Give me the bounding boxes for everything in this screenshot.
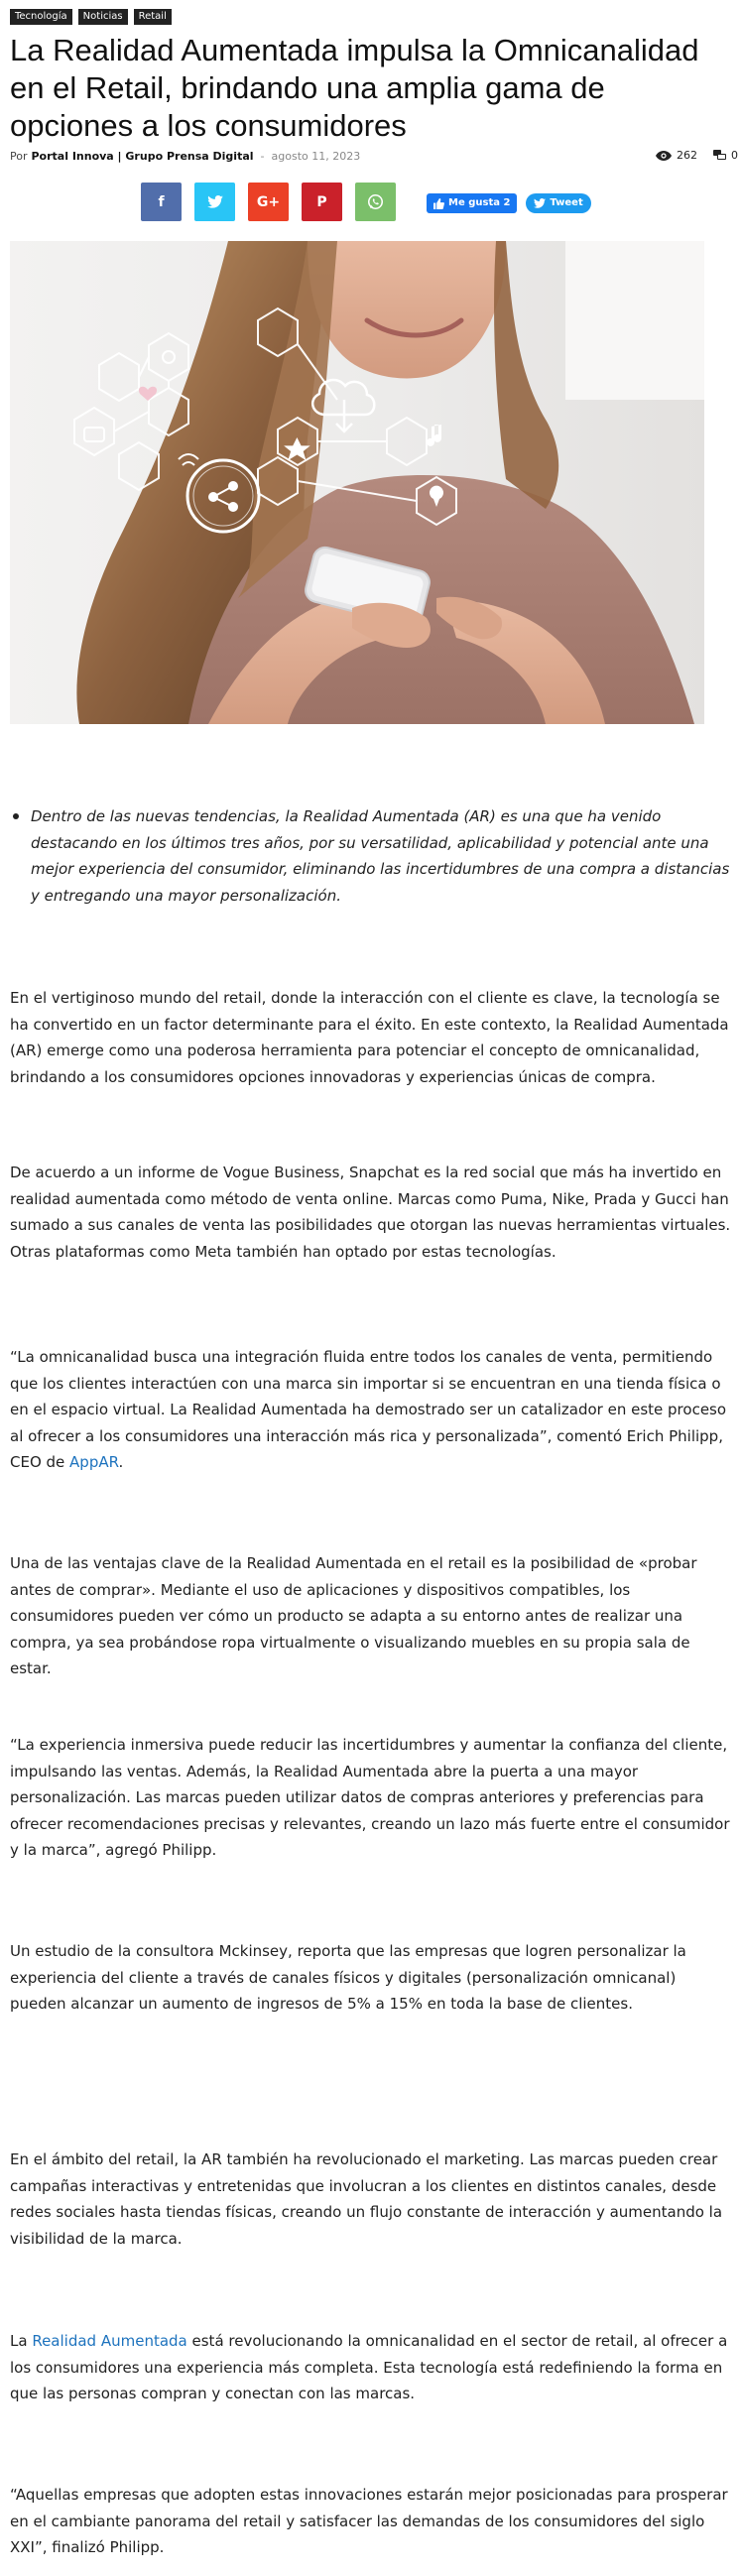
paragraph-8 bbox=[10, 2328, 736, 2407]
share-facebook-button[interactable] bbox=[141, 183, 182, 221]
facebook-like-button[interactable] bbox=[427, 193, 517, 213]
comments-count: 0 bbox=[731, 149, 738, 162]
article-title: La Realidad Aumentada impulsa la Omnicanalidad en el Retail, brindando una amplia gama de opciones a los consumidores bbox=[10, 33, 699, 143]
views-count: 262 bbox=[677, 149, 697, 162]
share-buttons bbox=[141, 183, 396, 221]
comments-stat[interactable] bbox=[713, 149, 738, 162]
share-pinterest-button[interactable] bbox=[302, 183, 342, 221]
publish-date: agosto 11, 2023 bbox=[271, 150, 361, 163]
category-tag-noticias[interactable]: Noticias bbox=[78, 9, 128, 25]
paragraph-8-start: La bbox=[10, 2332, 33, 2350]
paragraph-2: De acuerdo a un informe de Vogue Business, Snapchat es la red social que más ha invertido en realidad aumentada como método de venta online. Marcas como Puma, Nike, Prada y Gucci han sumado a sus canales de venta las posibilidades que otorgan las nuevas herramientas virtuales. Otras plataformas como Meta también han optado por estas tecnologías. bbox=[10, 1164, 731, 1261]
googleplus-icon: G+ bbox=[256, 193, 281, 210]
social-counters bbox=[427, 193, 591, 213]
paragraph-1: En el vertiginoso mundo del retail, donde la interacción con el cliente es clave, la tecnología se ha convertido en un factor determinante para el éxito. En este contexto, la Realidad Aumentada (AR) emerge como una poderosa herramienta para potenciar el concepto de omnicanalidad, brindando a los consumidores opciones innovadoras y experiencias únicas de compra. bbox=[10, 989, 729, 1086]
paragraph-3-end: . bbox=[118, 1453, 124, 1471]
category-tag-retail[interactable]: Retail bbox=[134, 9, 172, 25]
article-stats bbox=[656, 149, 738, 162]
paragraph-7: En el ámbito del retail, la AR también ha revolucionado el marketing. Las marcas pueden crear campañas interactivas y entretenidas que involucran a los clientes en distintos canales, desde redes sociales hasta tiendas físicas, creando un flujo constante de interacción y aumentando la visibilidad de la marca. bbox=[10, 2150, 723, 2248]
author-link[interactable]: Portal Innova | Grupo Prensa Digital bbox=[31, 150, 254, 163]
tweet-button[interactable] bbox=[526, 193, 590, 213]
category-tag-tecnologia[interactable]: Tecnología bbox=[10, 9, 72, 25]
share-whatsapp-button[interactable] bbox=[355, 183, 396, 221]
paragraph-6: Un estudio de la consultora Mckinsey, reporta que las empresas que logren personalizar la experiencia del cliente a través de canales físicos y digitales (personalización omnicanal) pueden alcanzar un aumento de ingresos de 5% a 15% en toda la base de clientes. bbox=[10, 1942, 686, 2013]
comments-icon bbox=[713, 150, 726, 161]
hero-image bbox=[10, 241, 704, 724]
appar-link[interactable]: AppAR bbox=[69, 1453, 119, 1471]
views-stat bbox=[656, 149, 697, 162]
article-summary: Dentro de las nuevas tendencias, la Realidad Aumentada (AR) es una que ha venido destacando en los últimos tres años, por su versatilidad, aplicabilidad y potencial ante una mejor experiencia del consumidor, eliminando las incertidumbres de una compra a distancias y entregando una mayor personalización. bbox=[31, 807, 730, 905]
by-label: Por bbox=[10, 150, 28, 163]
paragraph-3 bbox=[10, 1344, 736, 1476]
share-googleplus-button[interactable] bbox=[248, 183, 289, 221]
whatsapp-icon bbox=[367, 193, 384, 210]
meta-separator: - bbox=[260, 150, 265, 163]
twitter-icon bbox=[207, 195, 223, 208]
paragraph-9: “Aquellas empresas que adopten estas innovaciones estarán mejor posicionadas para prosperar en el cambiante panorama del retail y satisfacer las demandas de los consumidores del siglo XXI”, finalizó Philipp. bbox=[10, 2486, 728, 2556]
pinterest-icon: P bbox=[316, 193, 327, 210]
thumbs-up-icon bbox=[433, 198, 444, 209]
realidad-aumentada-link[interactable]: Realidad Aumentada bbox=[32, 2332, 187, 2350]
summary-bullet bbox=[13, 813, 19, 819]
article-meta bbox=[10, 150, 360, 163]
paragraph-8-rest: está revolucionando la omnicanalidad en el sector de retail, al ofrecer a los consumidores una experiencia más completa. Esta tecnología está redefiniendo la forma en que las personas compran y conectan con las marcas. bbox=[10, 2332, 728, 2402]
share-twitter-button[interactable] bbox=[194, 183, 235, 221]
eye-icon bbox=[656, 151, 672, 161]
hero-illustration bbox=[10, 241, 704, 724]
tweet-label: Tweet bbox=[550, 197, 583, 208]
paragraph-4: Una de las ventajas clave de la Realidad Aumentada en el retail es la posibilidad de «probar antes de comprar». Mediante el uso de aplicaciones y dispositivos compatibles, los consumidores pueden ver cómo un producto se adapta a su entorno antes de realizar una compra, ya sea probándose ropa virtualmente o visualizando muebles en su propia sala de estar. bbox=[10, 1554, 697, 1677]
facebook-icon: f bbox=[158, 193, 165, 210]
tweet-bird-icon bbox=[534, 198, 546, 208]
category-tags bbox=[10, 9, 172, 25]
paragraph-5: “La experiencia inmersiva puede reducir las incertidumbres y aumentar la confianza del cliente, impulsando las ventas. Además, la Realidad Aumentada abre la puerta a una mayor personalización. Las marcas pueden utilizar datos de compras anteriores y preferencias para ofrecer recomendaciones precisas y relevantes, creando un lazo más fuerte entre el consumidor y la marca”, agregó Philipp. bbox=[10, 1736, 730, 1859]
paragraph-3-text: “La omnicanalidad busca una integración fluida entre todos los canales de venta, permitiendo que los clientes interactúen con una marca sin importar si se encuentran en una tienda física o en el espacio virtual. La Realidad Aumentada ha demostrado ser un catalizador en este proceso al ofrecer a los consumidores una interacción más rica y personalizada”, comentó Erich Philipp, CEO de bbox=[10, 1348, 727, 1471]
facebook-like-label: Me gusta 2 bbox=[448, 197, 511, 208]
